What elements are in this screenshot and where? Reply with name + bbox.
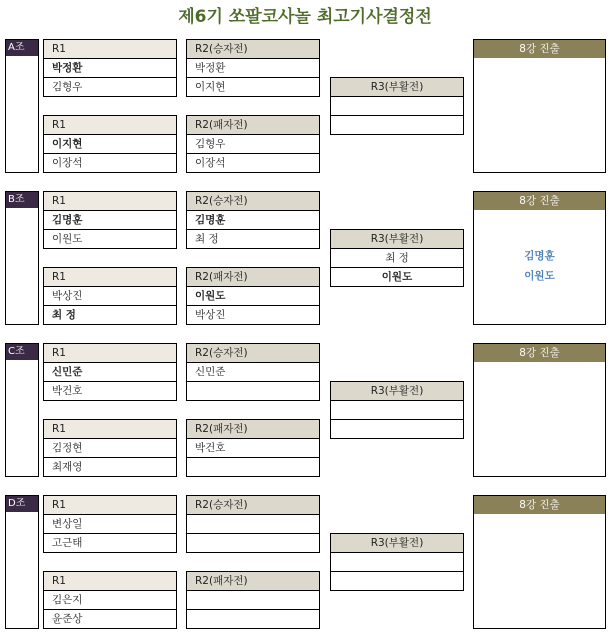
player-cell xyxy=(187,534,319,553)
r2-loser-match xyxy=(186,419,320,477)
r2-loser-match xyxy=(186,115,320,173)
r2-loser-match xyxy=(186,267,320,325)
group-a xyxy=(5,39,606,173)
player-cell: 김명훈 xyxy=(187,211,319,230)
r2-winner-header: R2(승자전) xyxy=(187,496,319,515)
player-cell: 이지현 xyxy=(44,135,176,154)
advance-player xyxy=(474,398,605,418)
advance-header: 8강 진출 xyxy=(474,192,605,210)
r2-winner-match xyxy=(186,191,320,249)
player-cell xyxy=(331,97,463,116)
advance-box xyxy=(473,343,606,477)
advance-player: 김명훈 xyxy=(524,250,555,262)
player-cell: 이원도 xyxy=(187,287,319,306)
r1-match-top xyxy=(43,495,177,553)
advance-header: 8강 진출 xyxy=(474,40,605,58)
player-cell: 박상진 xyxy=(187,306,319,325)
player-cell: 박건호 xyxy=(44,382,176,401)
player-cell: 변상일 xyxy=(44,515,176,534)
advance-player: 이원도 xyxy=(524,270,555,282)
r1-match-bottom xyxy=(43,267,177,325)
player-cell: 최 정 xyxy=(331,249,463,268)
player-cell xyxy=(331,420,463,439)
r2-loser-header: R2(패자전) xyxy=(187,572,319,591)
player-cell: 박정환 xyxy=(187,59,319,78)
player-cell: 박상진 xyxy=(44,287,176,306)
advance-header: 8강 진출 xyxy=(474,496,605,514)
group-label: B조 xyxy=(6,192,38,208)
advance-box xyxy=(473,39,606,173)
r2-winner-header: R2(승자전) xyxy=(187,40,319,59)
player-cell: 이장석 xyxy=(44,154,176,173)
group-side-box xyxy=(5,39,39,173)
advance-player xyxy=(474,418,605,438)
r1-match-bottom xyxy=(43,115,177,173)
player-cell xyxy=(187,610,319,629)
group-b xyxy=(5,191,606,325)
advance-player xyxy=(474,550,605,570)
group-side-box xyxy=(5,495,39,629)
player-cell: 박건호 xyxy=(187,439,319,458)
r2-winner-match xyxy=(186,495,320,553)
advance-box xyxy=(473,495,606,629)
r3-match xyxy=(330,229,464,287)
advance-player xyxy=(474,114,605,134)
player-cell: 최재영 xyxy=(44,458,176,477)
r1-match-top xyxy=(43,39,177,97)
page-title: 제6기 쏘팔코사놀 최고기사결정전 xyxy=(178,7,432,27)
player-cell: 이원도 xyxy=(331,268,463,287)
group-side-box xyxy=(5,191,39,325)
r3-header: R3(부활전) xyxy=(331,230,463,249)
group-label: D조 xyxy=(6,496,38,512)
group-side-box xyxy=(5,343,39,477)
group-label: A조 xyxy=(6,40,38,56)
group-c xyxy=(5,343,606,477)
player-cell xyxy=(187,382,319,401)
r2-winner-header: R2(승자전) xyxy=(187,344,319,363)
advance-box xyxy=(473,191,606,325)
r1-header: R1 xyxy=(44,268,176,287)
group-d xyxy=(5,495,606,629)
r1-header: R1 xyxy=(44,192,176,211)
advance-player xyxy=(474,94,605,114)
r1-header: R1 xyxy=(44,344,176,363)
player-cell: 박정환 xyxy=(44,59,176,78)
player-cell: 김은지 xyxy=(44,591,176,610)
player-cell: 이지현 xyxy=(187,78,319,97)
r3-header: R3(부활전) xyxy=(331,78,463,97)
player-cell: 이원도 xyxy=(44,230,176,249)
r3-match xyxy=(330,77,464,135)
advance-player xyxy=(474,570,605,590)
r1-match-bottom xyxy=(43,571,177,629)
group-label: C조 xyxy=(6,344,38,360)
player-cell: 고근태 xyxy=(44,534,176,553)
r2-loser-header: R2(패자전) xyxy=(187,116,319,135)
r2-loser-match xyxy=(186,571,320,629)
r1-header: R1 xyxy=(44,572,176,591)
player-cell: 윤준상 xyxy=(44,610,176,629)
player-cell: 최 정 xyxy=(44,306,176,325)
r1-match-top xyxy=(43,343,177,401)
player-cell: 김명훈 xyxy=(44,211,176,230)
r1-header: R1 xyxy=(44,420,176,439)
r2-winner-match xyxy=(186,39,320,97)
player-cell: 이장석 xyxy=(187,154,319,173)
r1-match-top xyxy=(43,191,177,249)
r1-header: R1 xyxy=(44,116,176,135)
r1-header: R1 xyxy=(44,40,176,59)
r3-match xyxy=(330,381,464,439)
player-cell xyxy=(187,515,319,534)
r2-winner-match xyxy=(186,343,320,401)
r2-loser-header: R2(패자전) xyxy=(187,420,319,439)
r1-header: R1 xyxy=(44,496,176,515)
player-cell: 신민준 xyxy=(44,363,176,382)
r3-header: R3(부활전) xyxy=(331,382,463,401)
r2-loser-header: R2(패자전) xyxy=(187,268,319,287)
player-cell xyxy=(331,553,463,572)
player-cell: 김정현 xyxy=(44,439,176,458)
player-cell: 김형우 xyxy=(187,135,319,154)
player-cell xyxy=(331,401,463,420)
r2-winner-header: R2(승자전) xyxy=(187,192,319,211)
player-cell xyxy=(187,591,319,610)
player-cell: 최 정 xyxy=(187,230,319,249)
player-cell xyxy=(187,458,319,477)
r1-match-bottom xyxy=(43,419,177,477)
r3-match xyxy=(330,533,464,591)
r3-header: R3(부활전) xyxy=(331,534,463,553)
player-cell xyxy=(331,116,463,135)
advance-header: 8강 진출 xyxy=(474,344,605,362)
player-cell: 김형우 xyxy=(44,78,176,97)
player-cell: 신민준 xyxy=(187,363,319,382)
player-cell xyxy=(331,572,463,591)
